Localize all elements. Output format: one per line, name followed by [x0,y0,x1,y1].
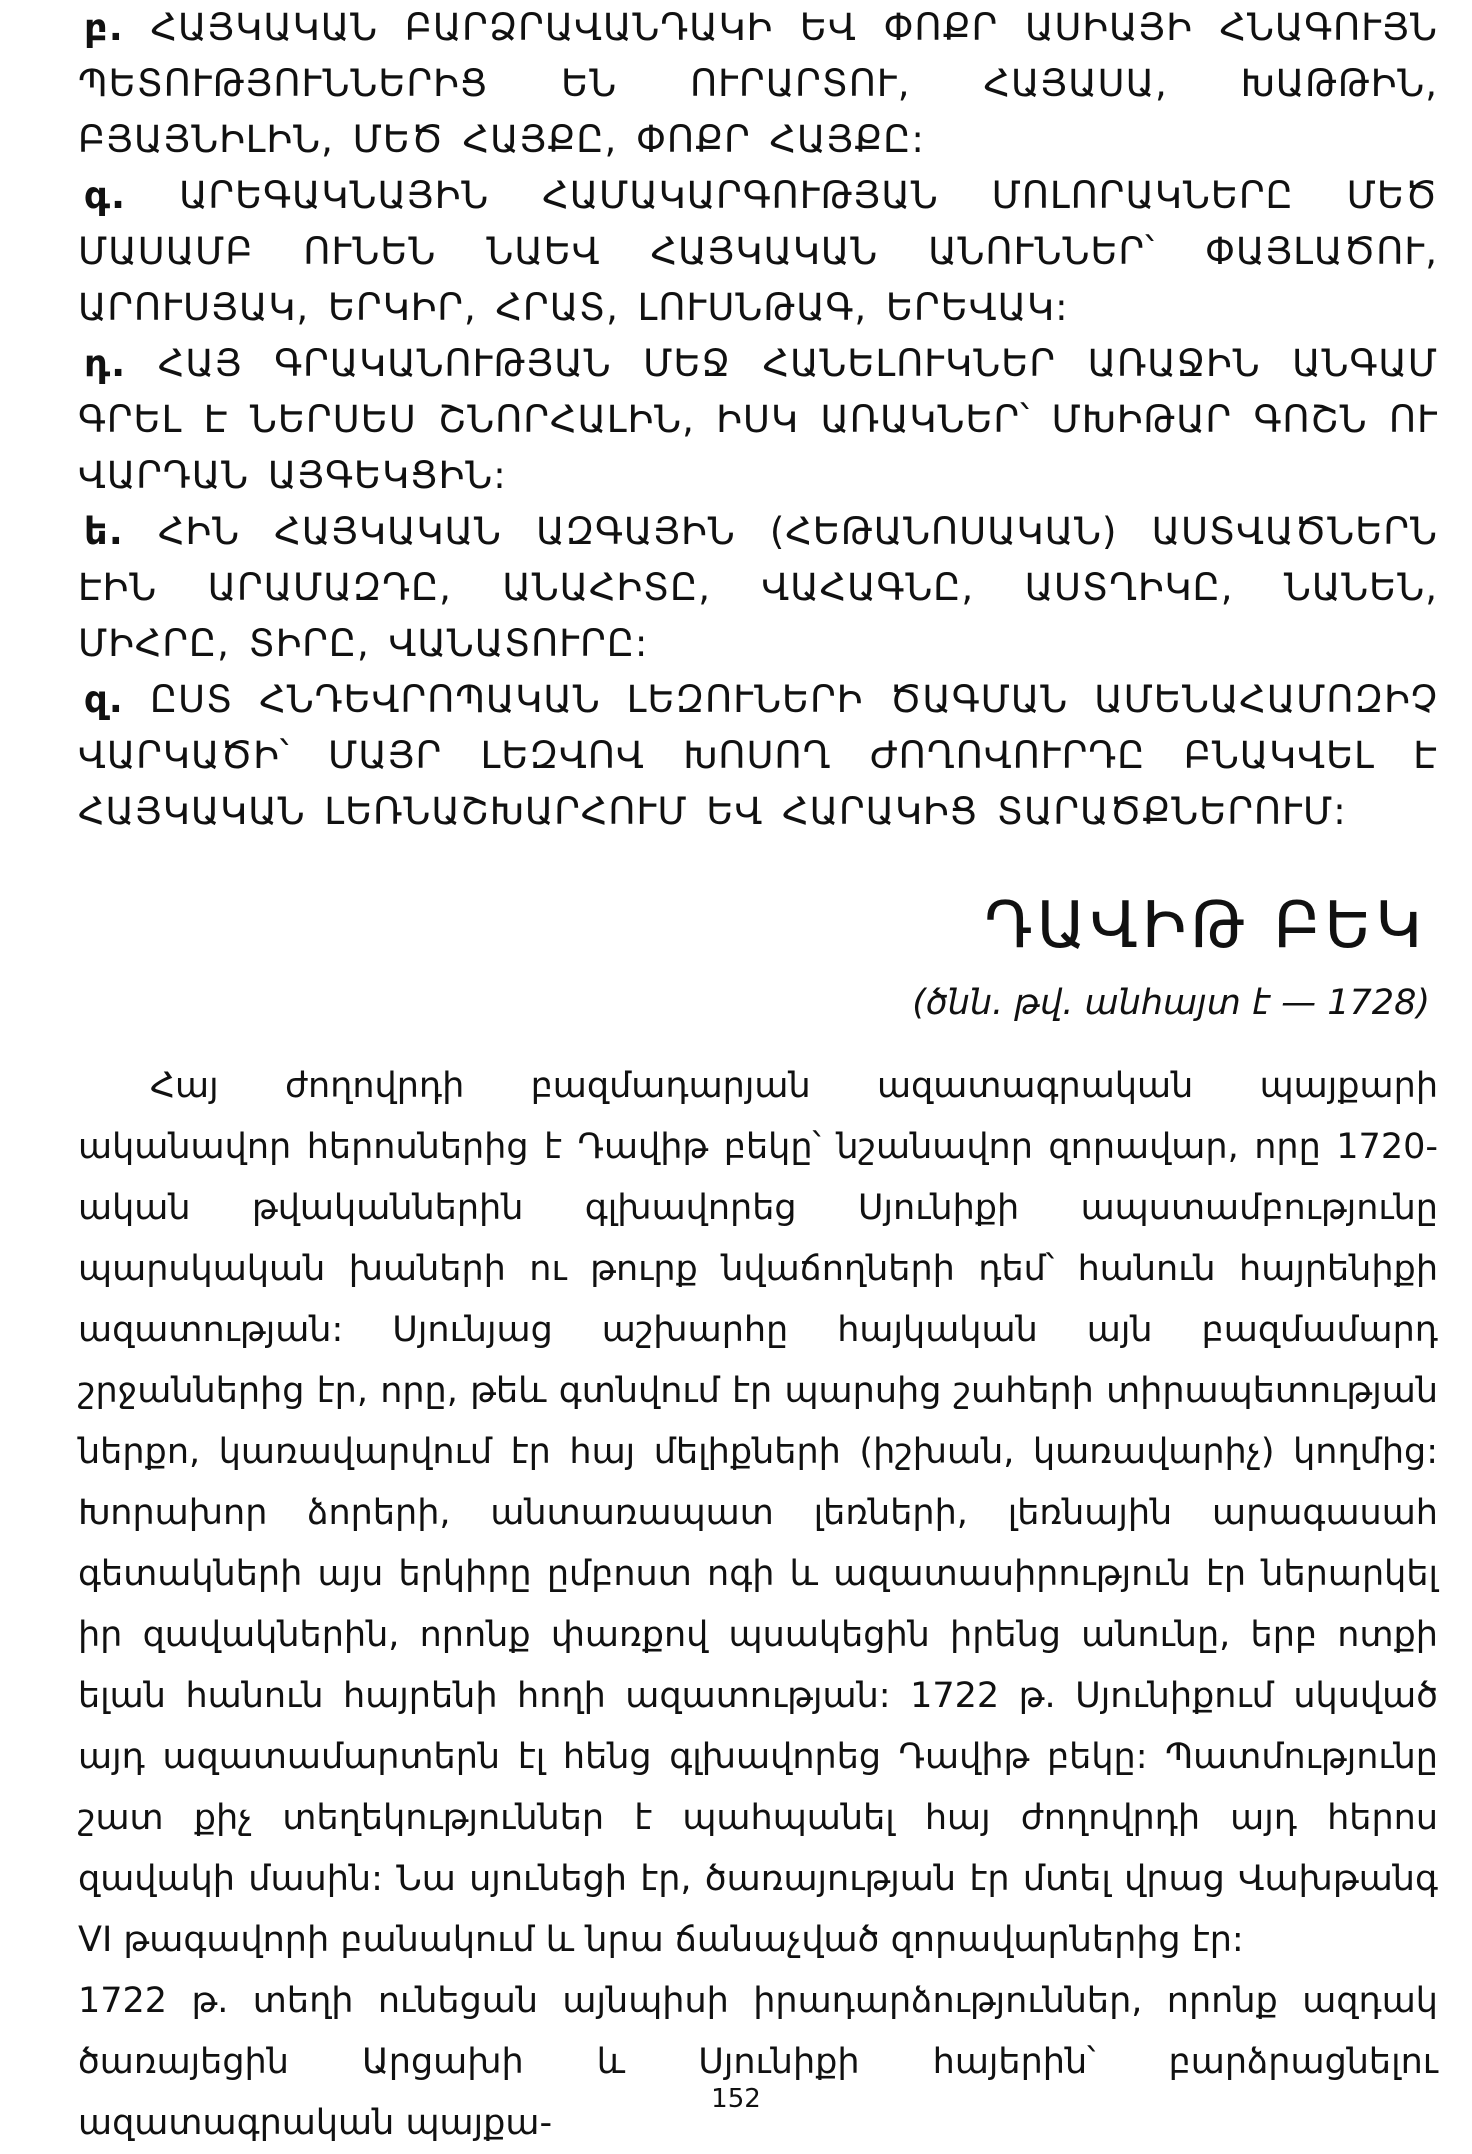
quiz-statement-label: դ. [84,342,127,385]
quiz-statement-e [78,504,1438,672]
quiz-statement-label: բ. [84,6,124,49]
page-number: 152 [711,2084,761,2114]
quiz-statement-text: ԸՍՏ ՀՆԴԵՎՐՈՊԱԿԱՆ ԼԵԶՈՒՆԵՐԻ ԾԱԳՄԱՆ ԱՄԵՆԱՀԱՄՈԶԻՉ ՎԱՐԿԱԾԻ՝ ՄԱՅՐ ԼԵԶՎՈՎ ԽՈՍՈՂ ԺՈՂՈՎՈՒՐԴԸ ԲՆԱԿՎԵԼ Է ՀԱՅԿԱԿԱՆ ԼԵՌՆԱՇԽԱՐՀՈՒՄ ԵՎ ՀԱՐԱԿԻՑ ՏԱՐԱԾՔՆԵՐՈՒՄ: [78,678,1439,833]
quiz-statement-label: գ. [84,174,127,217]
article-body [78,1056,1438,2154]
quiz-statement-text: ՀԱՅ ԳՐԱԿԱՆՈՒԹՅԱՆ ՄԵՋ ՀԱՆԵԼՈՒԿՆԵՐ ԱՌԱՋԻՆ ԱՆԳԱՄ ԳՐԵԼ Է ՆԵՐՍԵՍ ՇՆՈՐՀԱԼԻՆ, ԻՍԿ ԱՌԱԿՆԵՐ՝ ՄԽԻԹԱՐ ԳՈՇՆ ՈՒ ՎԱՐԴԱՆ ԱՅԳԵԿՑԻՆ: [78,342,1439,497]
quiz-statement-text: ՀԻՆ ՀԱՅԿԱԿԱՆ ԱԶԳԱՅԻՆ (ՀԵԹԱՆՈՍԱԿԱՆ) ԱՍՏՎԱԾՆԵՐՆ ԷԻՆ ԱՐԱՄԱԶԴԸ, ԱՆԱՀԻՏԸ, ՎԱՀԱԳՆԸ, ԱՍՏՂԻԿԸ, ՆԱՆԵՆ, ՄԻՀՐԸ, ՏԻՐԸ, ՎԱՆԱՏՈՒՐԸ: [78,510,1438,665]
section-subtitle-dates: (ծնն. թվ. անհայտ է — 1728) [912,983,1430,1023]
body-paragraph-2: 1722 թ. տեղի ունեցան այնպիսի իրադարձություններ, որոնք ազդակ ծառայեցին Արցախի և Սյունիքի հայերին՝ բարձրացնելու ազատագրական պայքա- [78,1981,1438,2143]
quiz-statement-label: զ. [84,678,124,721]
section-title: ԴԱՎԻԹ ԲԵԿ [984,889,1426,963]
quiz-statement-text: ԱՐԵԳԱԿՆԱՅԻՆ ՀԱՄԱԿԱՐԳՈՒԹՅԱՆ ՄՈԼՈՐԱԿՆԵՐԸ ՄԵԾ ՄԱՍԱՄԲ ՈՒՆԵՆ ՆԱԵՎ ՀԱՅԿԱԿԱՆ ԱՆՈՒՆՆԵՐ՝ ՓԱՅԼԱԾՈՒ, ԱՐՈՒՍՅԱԿ, ԵՐԿԻՐ, ՀՐԱՏ, ԼՈՒՍՆԹԱԳ, ԵՐԵՎԱԿ: [78,174,1438,329]
quiz-statement-label: ե. [84,510,124,553]
quiz-statement-text: ՀԱՅԿԱԿԱՆ ԲԱՐՁՐԱՎԱՆԴԱԿԻ ԵՎ ՓՈՔՐ ԱՍԻԱՅԻ ՀՆԱԳՈՒՅՆ ՊԵՏՈՒԹՅՈՒՆՆԵՐԻՑ ԵՆ ՈՒՐԱՐՏՈՒ, ՀԱՅԱՍԱ, ԽԱԹԹԻՆ, ԲՅԱՅՆԻԼԻՆ, ՄԵԾ ՀԱՅՔԸ, ՓՈՔՐ ՀԱՅՔԸ: [78,6,1439,161]
body-paragraph-1: Հայ ժողովրդի բազմադարյան ազատագրական պայքարի ականավոր հերոսներից է Դավիթ բեկը՝ նշանավոր զորավար, որը 1720-ական թվականներին գլխավորեց Սյունիքի ապստամբությունը պարսկական խաների ու թուրք նվաճողների դեմ՝ հանուն հայրենիքի ազատության: Սյունյաց աշխարհը հայկական այն բազմամարդ շրջաններից էր, որը, թեև գտնվում էր պարսից շահերի տիրապետության ներքո, կառավարվում էր հայ մելիքների (իշխան, կառավարիչ) կողմից: Խորախոր ձորերի, անտառապատ լեռների, լեռնային արագասահ գետակների այս երկիրը ըմբոստ ոգի և ազատասիրություն էր ներարկել իր զավակներին, որոնք փառքով պսակեցին իրենց անունը, երբ ոտքի ելան հանուն հայրենի հողի ազատության: 1722 թ. Սյունիքում սկսված այդ ազատամարտերն էլ հենց գլխավորեց Դավիթ բեկը: Պատմությունը շատ քիչ տեղեկություններ է պահպանել հայ ժողովրդի այդ հերոս զավակի մասին: Նա սյունեցի էր, ծառայության էր մտել վրաց Վախթանգ VI թագավորի բանակում և նրա ճանաչված զորավարներից էր: [78,1066,1438,1960]
quiz-statement-b [78,0,1438,168]
quiz-statement-g [78,168,1438,336]
quiz-statements [78,0,1438,840]
quiz-statement-z [78,672,1438,840]
quiz-statement-d [78,336,1438,504]
